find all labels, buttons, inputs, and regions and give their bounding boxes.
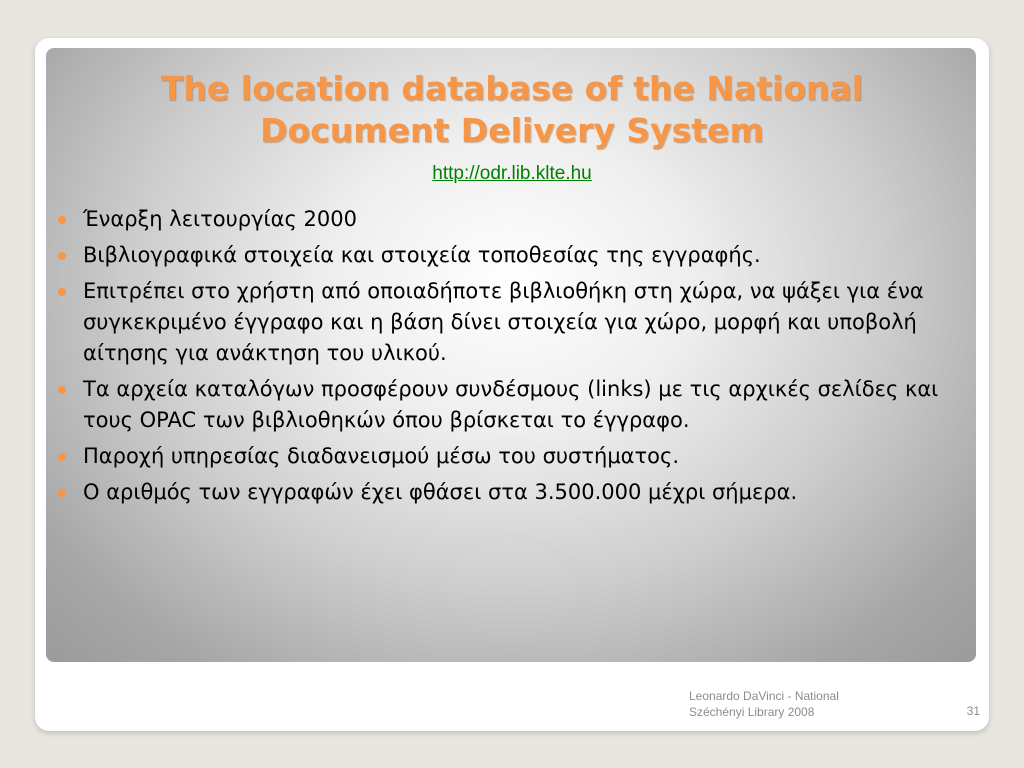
footer-line-1: Leonardo DaVinci - National (689, 689, 839, 703)
bullet-item-1 (56, 204, 966, 235)
bullet-item-3 (56, 276, 966, 369)
bullet-text: Βιβλιογραφικά στοιχεία και στοιχεία τοποθεσίας της εγγραφής. (83, 243, 761, 267)
footer-credit (689, 688, 889, 720)
slide-title (0, 68, 1024, 152)
bullet-dot-icon (58, 288, 66, 296)
bullet-list (56, 204, 966, 513)
bullet-dot-icon (58, 216, 66, 224)
footer-line-2: Széchényi Library 2008 (689, 705, 815, 719)
database-link[interactable]: http://odr.lib.klte.hu (432, 163, 592, 184)
bullet-item-6 (56, 477, 966, 508)
bullet-dot-icon (58, 252, 66, 260)
slide-title-line-1: The location database of the National (160, 69, 864, 108)
bullet-item-4 (56, 374, 966, 436)
bullet-item-5 (56, 441, 966, 472)
bullet-dot-icon (58, 386, 66, 394)
bullet-text: Έναρξη λειτουργίας 2000 (83, 207, 357, 231)
slide-title-line-2: Document Delivery System (260, 111, 764, 150)
bullet-text: Ο αριθμός των εγγραφών έχει φθάσει στα 3.500.000 μέχρι σήμερα. (83, 480, 798, 504)
bullet-dot-icon (58, 453, 66, 461)
bullet-text: Τα αρχεία καταλόγων προσφέρουν συνδέσμους (links) με τις αρχικές σελίδες και τους OPAC των βιβλιοθηκών όπου βρίσκεται το έγγραφο. (83, 377, 939, 432)
bullet-text: Παροχή υπηρεσίας διαδανεισμού μέσω του συστήματος. (83, 444, 680, 468)
page-number: 31 (966, 704, 980, 718)
bullet-dot-icon (58, 489, 66, 497)
bullet-item-2 (56, 240, 966, 271)
bullet-text: Επιτρέπει στο χρήστη από οποιαδήποτε βιβλιοθήκη στη χώρα, να ψάξει για ένα συγκεκριμένο έγγραφο και η βάση δίνει στοιχεία για χώρο, μορφή και υποβολή αίτησης για ανάκτηση του υλικού. (83, 279, 924, 365)
